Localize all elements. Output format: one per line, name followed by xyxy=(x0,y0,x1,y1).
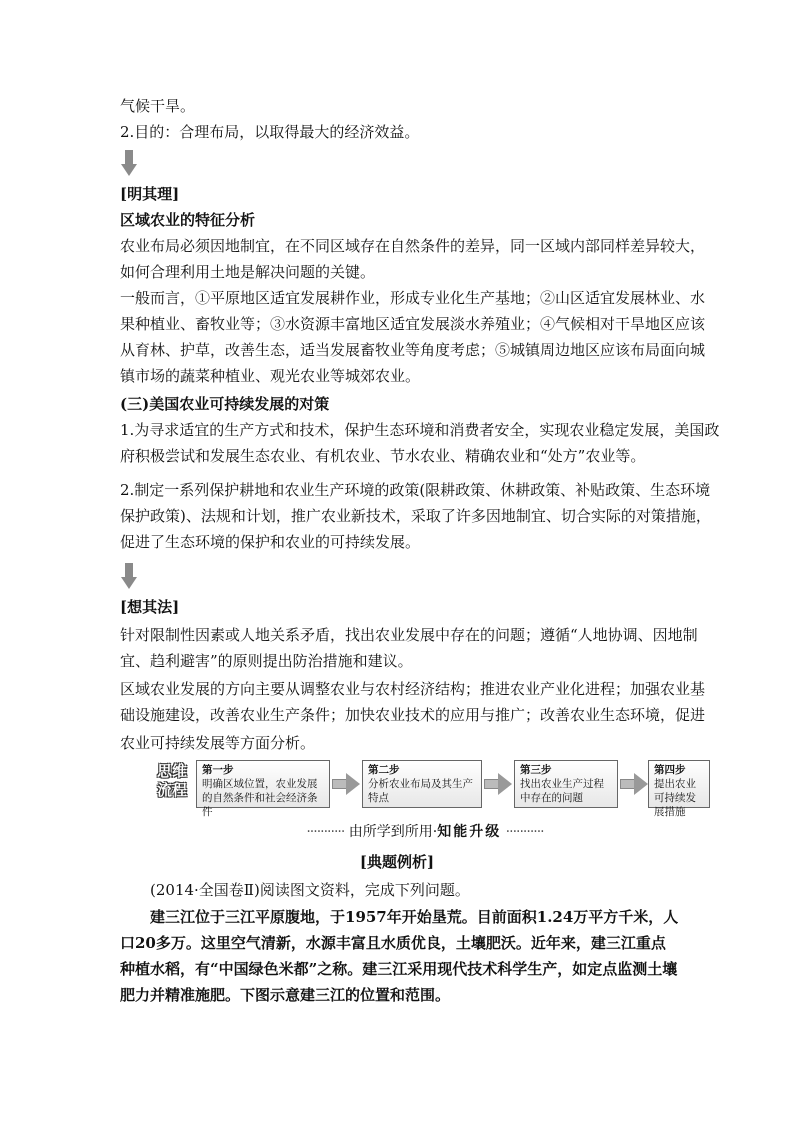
text-line: 果种植业、畜牧业等；③水资源丰富地区适宜发展淡水养殖业；④气候相对干旱地区应该 xyxy=(120,315,706,333)
flow-tag: 思维流程 xyxy=(156,762,187,799)
down-arrow-icon xyxy=(121,150,137,176)
step-text: 明确区域位置，农业发展的自然条件和社会经济条件 xyxy=(202,778,318,818)
text-line: 气候干旱。 xyxy=(120,97,196,115)
question-paragraph: 建三江位于三江平原腹地，于1957年开始垦荒。目前面积1.24万平方千米，人口20多万。这里空气清新，水源丰富且水质优良，土壤肥沃。近年来，建三江重点种植水稻，有“中国绿色米都”之称。建三江采用现代技术科学生产，如定点监测土壤肥力并精准施肥。下图示意建三江的位置和范围。 xyxy=(120,908,679,1004)
text-line: 农业可持续发展等方面分析。 xyxy=(120,734,316,752)
right-arrow-icon xyxy=(484,773,512,795)
text-line: 宜、趋利避害”的原则提出防治措施和建议。 xyxy=(120,652,413,670)
text-line: 础设施建设，改善农业生产条件；加快农业技术的应用与推广；改善农业生态环境，促进 xyxy=(120,706,706,724)
step-title: 第四步 xyxy=(654,764,686,776)
text-line: 农业布局必须因地制宜，在不同区域存在自然条件的差异，同一区域内部同样差异较大， xyxy=(120,237,706,255)
divider-dots: ··········· xyxy=(505,824,544,840)
divider-text: 由所学到所用 xyxy=(348,824,433,840)
question-source: (2014·全国卷Ⅱ)阅读图文资料，完成下列问题。 xyxy=(150,881,470,899)
divider-highlight: 知能升级 xyxy=(437,824,502,840)
section-heading: [明其理] xyxy=(120,185,180,203)
divider-sep: · xyxy=(432,824,438,840)
text-line: 针对限制性因素或人地关系矛盾，找出农业发展中存在的问题；遵循“人地协调、因地制 xyxy=(120,626,698,644)
flow-step-2 xyxy=(362,760,482,808)
text-line: 如何合理利用土地是解决问题的关键。 xyxy=(120,263,376,281)
step-text: 提出农业可持续发展措施 xyxy=(654,778,696,818)
text-line: 促进了生态环境的保护和农业的可持续发展。 xyxy=(120,533,421,551)
text-line: 从育林、护草，改善生态，适当发展畜牧业等角度考虑；⑤城镇周边地区应该布局面向城 xyxy=(120,341,706,359)
step-text: 找出农业生产过程中存在的问题 xyxy=(520,778,604,804)
flow-step-3 xyxy=(514,760,618,808)
text-line: 镇市场的蔬菜种植业、观光农业等城郊农业。 xyxy=(120,367,421,385)
step-text: 分析农业布局及其生产特点 xyxy=(368,778,473,804)
step-title: 第三步 xyxy=(520,764,552,776)
down-arrow-icon xyxy=(121,563,137,589)
thinking-flowchart xyxy=(150,760,710,818)
text-line: 区域农业发展的方向主要从调整农业与农村经济结构；推进农业产业化进程；加强农业基 xyxy=(120,680,706,698)
text-line: 1.为寻求适宜的生产方式和技术，保护生态环境和消费者安全，实现农业稳定发展，美国政 xyxy=(120,421,720,439)
right-arrow-icon xyxy=(620,773,648,795)
right-arrow-icon xyxy=(332,773,360,795)
flow-step-1 xyxy=(196,760,330,818)
step-title: 第二步 xyxy=(368,764,400,776)
text-line: 2.目的：合理布局，以取得最大的经济效益。 xyxy=(120,123,420,141)
text-line: 2.制定一系列保护耕地和农业生产环境的政策(限耕政策、休耕政策、补贴政策、生态环境 xyxy=(120,481,711,499)
text-line: 保护政策)、法规和计划，推广农业新技术，采取了许多因地制宜、切合实际的对策措施， xyxy=(120,507,711,525)
divider-dots: ··········· xyxy=(306,824,345,840)
text-line: 一般而言，①平原地区适宜发展耕作业，形成专业化生产基地；②山区适宜发展林业、水 xyxy=(120,289,706,307)
flow-step-4 xyxy=(648,760,710,818)
example-heading: [典题例析] xyxy=(359,853,435,871)
section-heading: [想其法] xyxy=(120,598,180,616)
section-divider xyxy=(280,822,570,842)
subsection-heading: (三)美国农业可持续发展的对策 xyxy=(120,395,330,413)
subsection-heading: 区域农业的特征分析 xyxy=(120,211,256,229)
step-title: 第一步 xyxy=(202,764,234,776)
text-line: 府积极尝试和发展生态农业、有机农业、节水农业、精确农业和“处方”农业等。 xyxy=(120,447,646,465)
